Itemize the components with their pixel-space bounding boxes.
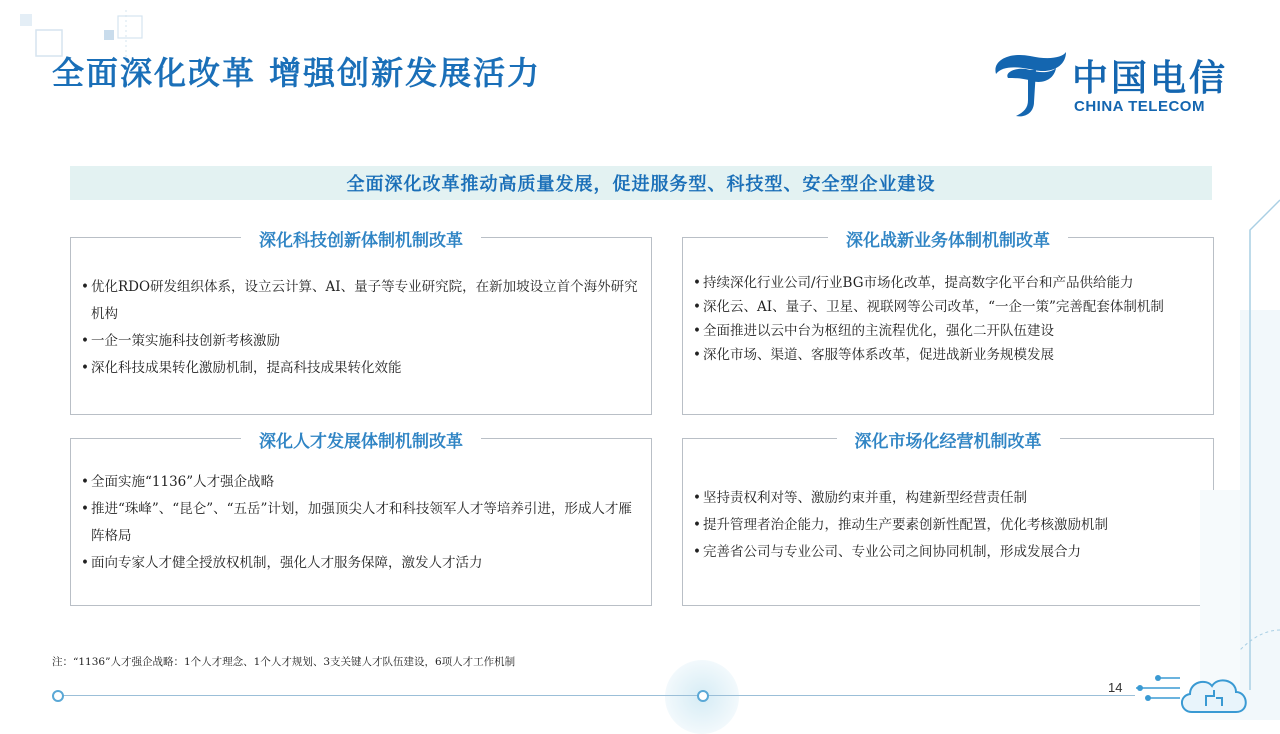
china-telecom-logo-icon: [990, 50, 1070, 120]
decorative-lines: [1140, 190, 1280, 720]
section-market-operation: [682, 432, 1214, 606]
logo-english-text: CHINA TELECOM: [1074, 98, 1205, 115]
list-item: • 提升管理者治企能力，推动生产要素创新性配置，优化考核激励机制: [693, 512, 1203, 539]
section-title: 深化科技创新体制机制改革: [241, 231, 481, 251]
list-item: • 深化科技成果转化激励机制，提高科技成果转化效能: [81, 355, 641, 382]
section-talent-development: [70, 432, 652, 606]
list-item: • 一企一策实施科技创新考核激励: [81, 328, 641, 355]
section-title: 深化人才发展体制机制改革: [241, 432, 481, 452]
logo-chinese-text: 中国电信: [1072, 58, 1229, 99]
list-item: • 全面推进以云中台为枢纽的主流程优化，强化二开队伍建设: [693, 319, 1203, 343]
china-telecom-logo: [990, 50, 1240, 120]
list-item: • 优化RDO研发组织体系，设立云计算、AI、量子等专业研究院，在新加坡设立首个海外研究机构: [81, 274, 641, 328]
list-item: • 深化市场、渠道、客服等体系改革，促进战新业务规模发展: [693, 343, 1203, 367]
list-item: • 深化云、AI、量子、卫星、视联网等公司改革，“一企一策”完善配套体制机制: [693, 295, 1203, 319]
divider-dot-center: [697, 690, 709, 702]
list-item: • 推进“珠峰”、“昆仑”、“五岳”计划，加强顶尖人才和科技领军人才等培养引进，形成人才雁阵格局: [81, 496, 641, 550]
footnote: 注：“1136”人才强企战略：1个人才理念、1个人才规划、3支关键人才队伍建设，6项人才工作机制: [52, 656, 516, 668]
cloud-network-icon: [1136, 660, 1276, 720]
list-item: • 完善省公司与专业公司、专业公司之间协同机制，形成发展合力: [693, 539, 1203, 566]
list-item: • 持续深化行业公司/行业BG市场化改革，提高数字化平台和产品供给能力: [693, 271, 1203, 295]
section-emerging-business: [682, 231, 1214, 415]
list-item: • 面向专家人才健全授放权机制，强化人才服务保障，激发人才活力: [81, 550, 641, 577]
section-tech-innovation: [70, 231, 652, 415]
banner-text: 全面深化改革推动高质量发展，促进服务型、科技型、安全型企业建设: [346, 174, 936, 195]
section-title: 深化市场化经营机制改革: [837, 432, 1060, 452]
headline-banner: [70, 166, 1212, 200]
bottom-divider: [55, 695, 1135, 696]
page-title: 全面深化改革 增强创新发展活力: [52, 54, 542, 92]
section-title: 深化战新业务体制机制改革: [828, 231, 1068, 251]
list-item: • 坚持责权利对等、激励约束并重，构建新型经营责任制: [693, 485, 1203, 512]
list-item: • 全面实施“1136”人才强企战略: [81, 469, 641, 496]
page-number: 14: [1108, 680, 1123, 695]
divider-dot-left: [52, 690, 64, 702]
